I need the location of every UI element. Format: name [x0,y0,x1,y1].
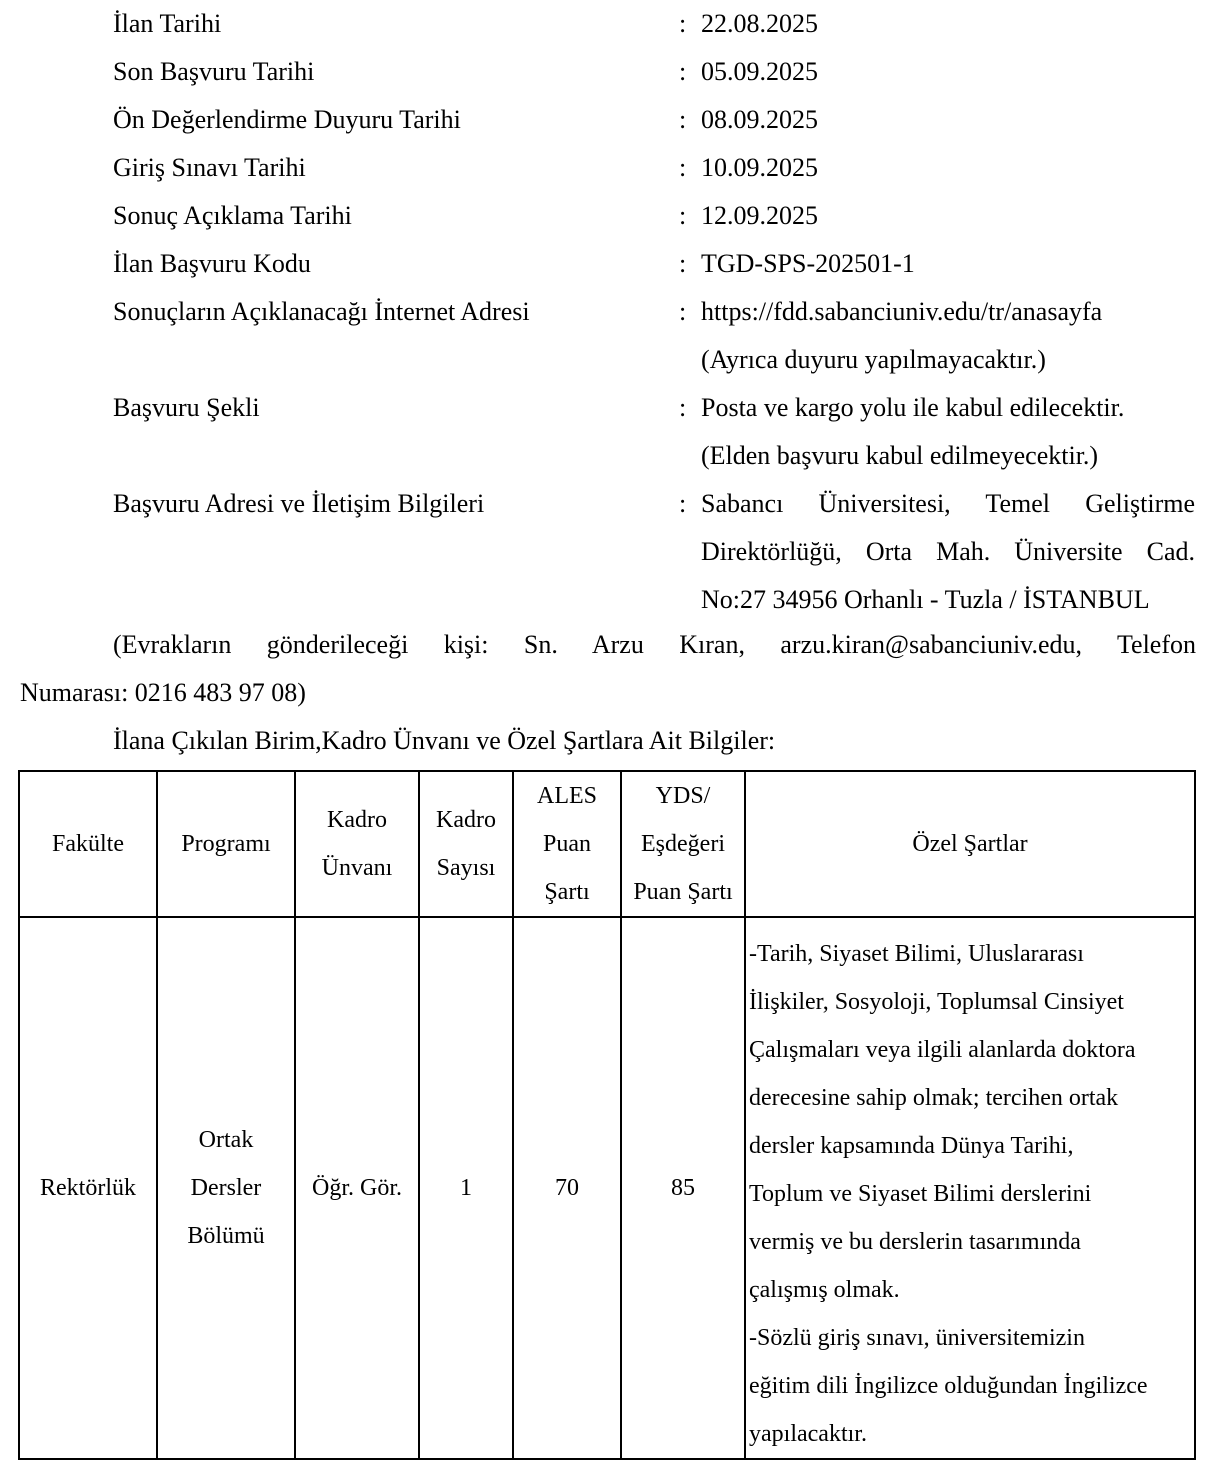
requirement-line: derecesine sahip olmak; tercihen ortak [749,1085,1119,1111]
info-colon: : [679,9,687,38]
info-value: 05.09.2025 [701,57,818,86]
cell-kadro-sayisi: 1 [419,917,513,1459]
requirement-line: -Sözlü giriş sınavı, üniversitemizin [749,1325,1085,1351]
cell-line: Bölümü [187,1223,265,1249]
requirement-line: dersler kapsamında Dünya Tarihi, [749,1133,1074,1159]
header-kadro-unvani [295,771,419,917]
info-colon: : [679,249,687,278]
header-line: Eşdeğeri [641,831,725,857]
address-line: Sabancı Üniversitesi, Temel Geliştirme [701,489,1195,518]
contact-line: Numarası: 0216 483 97 08) [20,678,306,707]
info-value: 08.09.2025 [701,105,818,134]
header-line: Puan Şartı [633,879,733,905]
requirement-line: -Tarih, Siyaset Bilimi, Uluslararası [749,941,1084,967]
header-fakulte: Fakülte [19,771,157,917]
info-value: TGD-SPS-202501-1 [701,249,915,278]
contact-paragraph [20,621,1196,717]
info-label: Giriş Sınavı Tarihi [113,153,306,182]
results-url-link[interactable]: https://fdd.sabanciuniv.edu/tr/anasayfa [701,297,1103,326]
cell-fakulte: Rektörlük [19,917,157,1459]
info-label: Başvuru Şekli [113,393,260,422]
cell-kadro-unvani: Öğr. Gör. [295,917,419,1459]
info-label: Sonuçların Açıklanacağı İnternet Adresi [113,297,530,326]
info-colon: : [679,393,687,422]
info-label: İlan Tarihi [113,9,222,38]
info-label: Son Başvuru Tarihi [113,57,315,86]
address-line: No:27 34956 Orhanlı - Tuzla / İSTANBUL [701,585,1150,614]
requirement-line: vermiş ve bu derslerin tasarımında [749,1229,1081,1255]
cell-yds: 85 [621,917,745,1459]
info-colon: : [679,489,687,518]
cell-program [157,917,295,1459]
header-ales [513,771,621,917]
requirement-line: çalışmış olmak. [749,1277,900,1303]
requirement-line: Toplum ve Siyaset Bilimi derslerini [749,1181,1092,1207]
header-line: Kadro [327,807,387,833]
info-value: 22.08.2025 [701,9,818,38]
cell-ales: 70 [513,917,621,1459]
info-value: 12.09.2025 [701,201,818,230]
info-value-note: (Ayrıca duyuru yapılmayacaktır.) [701,345,1046,374]
cell-line: Ortak [198,1127,254,1153]
info-value: Posta ve kargo yolu ile kabul edilecektir. [701,393,1125,422]
header-line: Ünvanı [321,855,393,881]
info-colon: : [679,153,687,182]
info-colon: : [679,57,687,86]
table-intro: İlana Çıkılan Birim,Kadro Ünvanı ve Özel Şartlara Ait Bilgiler: [113,726,776,755]
info-label: Sonuç Açıklama Tarihi [113,201,352,230]
info-value-note: (Elden başvuru kabul edilmeyecektir.) [701,441,1099,470]
requirement-line: eğitim dili İngilizce olduğundan İngilizce [749,1373,1148,1399]
header-ozel-sartlar: Özel Şartlar [745,771,1195,917]
info-label: Başvuru Adresi ve İletişim Bilgileri [113,489,485,518]
position-table [18,770,1196,1460]
info-colon: : [679,297,687,326]
info-label: Ön Değerlendirme Duyuru Tarihi [113,105,461,134]
header-line: Puan [543,831,591,857]
header-line: Şartı [544,879,590,905]
header-yds [621,771,745,917]
table-row [19,917,1195,1459]
info-colon: : [679,201,687,230]
requirement-line: İlişkiler, Sosyoloji, Toplumsal Cinsiyet [749,989,1124,1015]
requirement-line: Çalışmaları veya ilgili alanlarda doktora [749,1037,1136,1063]
header-program: Programı [157,771,295,917]
header-line: Kadro [436,807,496,833]
header-line: YDS/ [655,783,711,809]
header-kadro-sayisi [419,771,513,917]
cell-ozel-sartlar [745,917,1195,1459]
cell-line: Dersler [190,1175,262,1201]
header-line: Sayısı [436,855,496,881]
info-label: İlan Başvuru Kodu [113,249,311,278]
table-header-row [19,771,1195,917]
header-line: ALES [537,783,597,809]
requirement-line: yapılacaktır. [749,1421,867,1447]
contact-line: (Evrakların gönderileceği kişi: Sn. Arzu Kıran, arzu.kiran@sabanciuniv.edu, Telefon [113,630,1196,659]
address-line: Direktörlüğü, Orta Mah. Üniversite Cad. [701,537,1195,566]
info-colon: : [679,105,687,134]
info-value: 10.09.2025 [701,153,818,182]
